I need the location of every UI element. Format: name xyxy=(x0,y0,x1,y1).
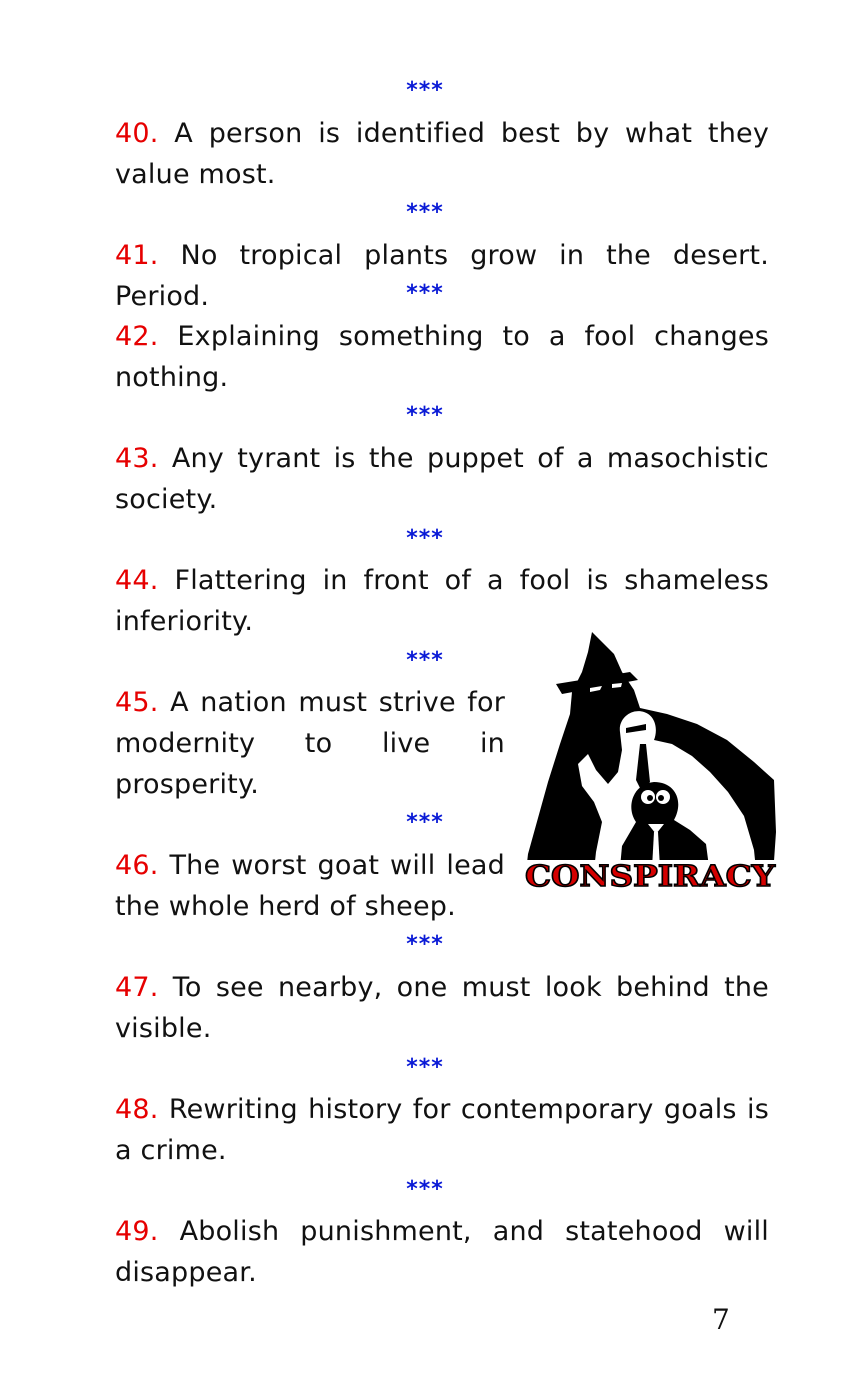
quote-44 xyxy=(115,560,769,642)
separator: *** xyxy=(406,403,444,428)
quote-text: A person is identified best by what they value most. xyxy=(115,118,769,190)
separator: *** xyxy=(406,932,444,957)
quote-text: Any tyrant is the puppet of a masochistic society. xyxy=(115,443,769,515)
quote-number: 45. xyxy=(115,687,159,718)
separator: *** xyxy=(406,810,444,835)
quote-text: The worst goat will lead the whole herd of sheep. xyxy=(115,850,505,922)
quote-number: 42. xyxy=(115,321,159,352)
quote-number: 40. xyxy=(115,118,159,149)
quote-text: Abolish punishment, and statehood will disappear. xyxy=(115,1216,769,1288)
quote-45 xyxy=(115,682,505,805)
separator: *** xyxy=(406,1055,444,1080)
quote-number: 48. xyxy=(115,1094,159,1125)
quote-text: Explaining something to a fool changes nothing. xyxy=(115,321,769,393)
quote-text: Rewriting history for contemporary goals is a crime. xyxy=(115,1094,769,1166)
separator: *** xyxy=(406,78,444,103)
quote-number: 44. xyxy=(115,565,159,596)
separator: *** xyxy=(406,1177,444,1202)
page-number: 7 xyxy=(712,1303,730,1336)
quote-text: A nation must strive for modernity to live in prosperity. xyxy=(115,687,505,800)
quote-48 xyxy=(115,1089,769,1171)
quote-49 xyxy=(115,1211,769,1293)
separator: *** xyxy=(406,526,444,551)
quote-number: 49. xyxy=(115,1216,159,1247)
quote-40 xyxy=(115,113,769,195)
quote-43 xyxy=(115,438,769,520)
quote-number: 43. xyxy=(115,443,159,474)
quote-text: No tropical plants grow in the desert. Period. xyxy=(115,240,769,312)
quote-number: 41. xyxy=(115,240,159,271)
separator: *** xyxy=(406,281,444,306)
quote-text: Flattering in front of a fool is shameless inferiority. xyxy=(115,565,769,637)
separator: *** xyxy=(406,648,444,673)
quote-text: To see nearby, one must look behind the visible. xyxy=(115,972,769,1044)
conspiracy-illustration xyxy=(522,632,778,894)
separator: *** xyxy=(406,200,444,225)
quote-number: 47. xyxy=(115,972,159,1003)
quote-46 xyxy=(115,845,505,927)
illustration-caption: CONSPIRACY xyxy=(525,859,776,893)
quote-42 xyxy=(115,316,769,398)
quote-47 xyxy=(115,967,769,1049)
quote-number: 46. xyxy=(115,850,159,881)
